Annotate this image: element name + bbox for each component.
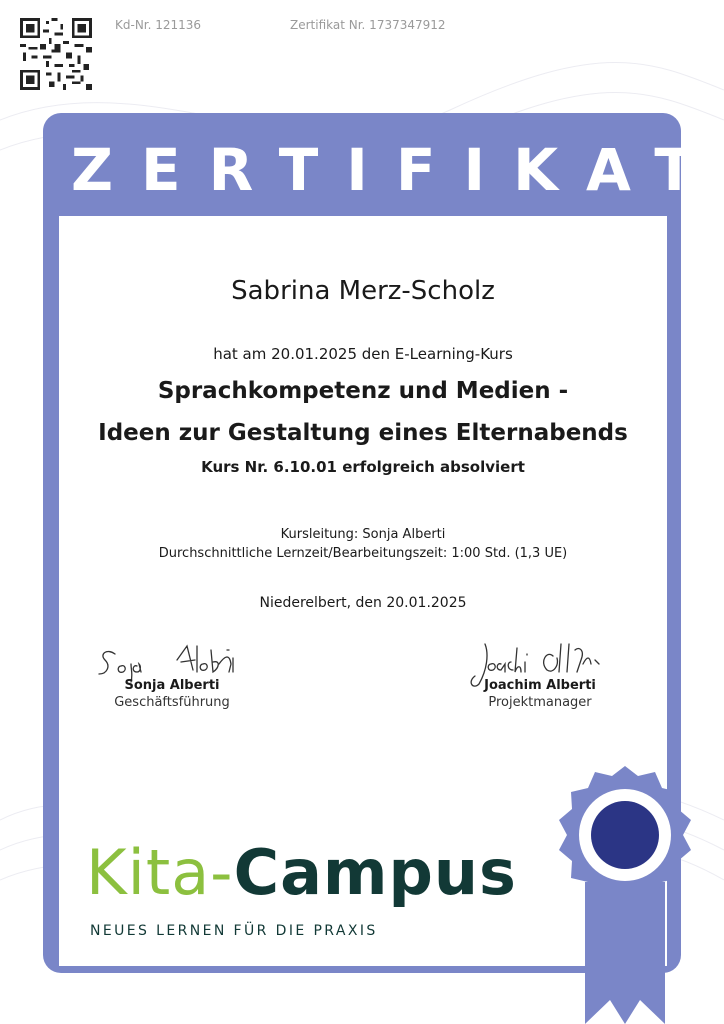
course-title-line2: Ideen zur Gestaltung eines Elternabends	[98, 420, 628, 446]
signature-role: Projektmanager	[488, 695, 592, 710]
place-date: Niederelbert, den 20.01.2025	[259, 595, 467, 611]
signature-block-joachim	[440, 640, 640, 710]
qr-code-icon	[20, 18, 92, 90]
learning-time: Durchschnittliche Lernzeit/Bearbeitungszeit: 1:00 Std. (1,3 UE)	[158, 546, 568, 561]
recipient-name: Sabrina Merz-Scholz	[231, 276, 495, 306]
customer-number: Kd-Nr. 121136	[115, 18, 202, 32]
course-title-line1: Sprachkompetenz und Medien -	[157, 378, 569, 404]
award-rosette-icon	[540, 762, 710, 1024]
course-number: Kurs Nr. 6.10.01 erfolgreich absolviert	[201, 458, 525, 476]
certificate-title: ZERTIFIKAT	[71, 136, 722, 204]
signature-role: Geschäftsführung	[114, 695, 230, 710]
certificate-number: Zertifikat Nr. 1737347912	[290, 18, 446, 32]
completion-intro: hat am 20.01.2025 den E-Learning-Kurs	[213, 345, 513, 363]
logo-tagline: NEUES LERNEN FÜR DIE PRAXIS	[90, 923, 378, 939]
course-lead: Kursleitung: Sonja Alberti	[280, 527, 446, 542]
signature-block-sonja	[72, 640, 272, 710]
signature-name: Sonja Alberti	[124, 678, 220, 693]
kita-campus-logo: Kita-Campus	[86, 836, 517, 909]
signature-name: Joachim Alberti	[484, 678, 596, 693]
